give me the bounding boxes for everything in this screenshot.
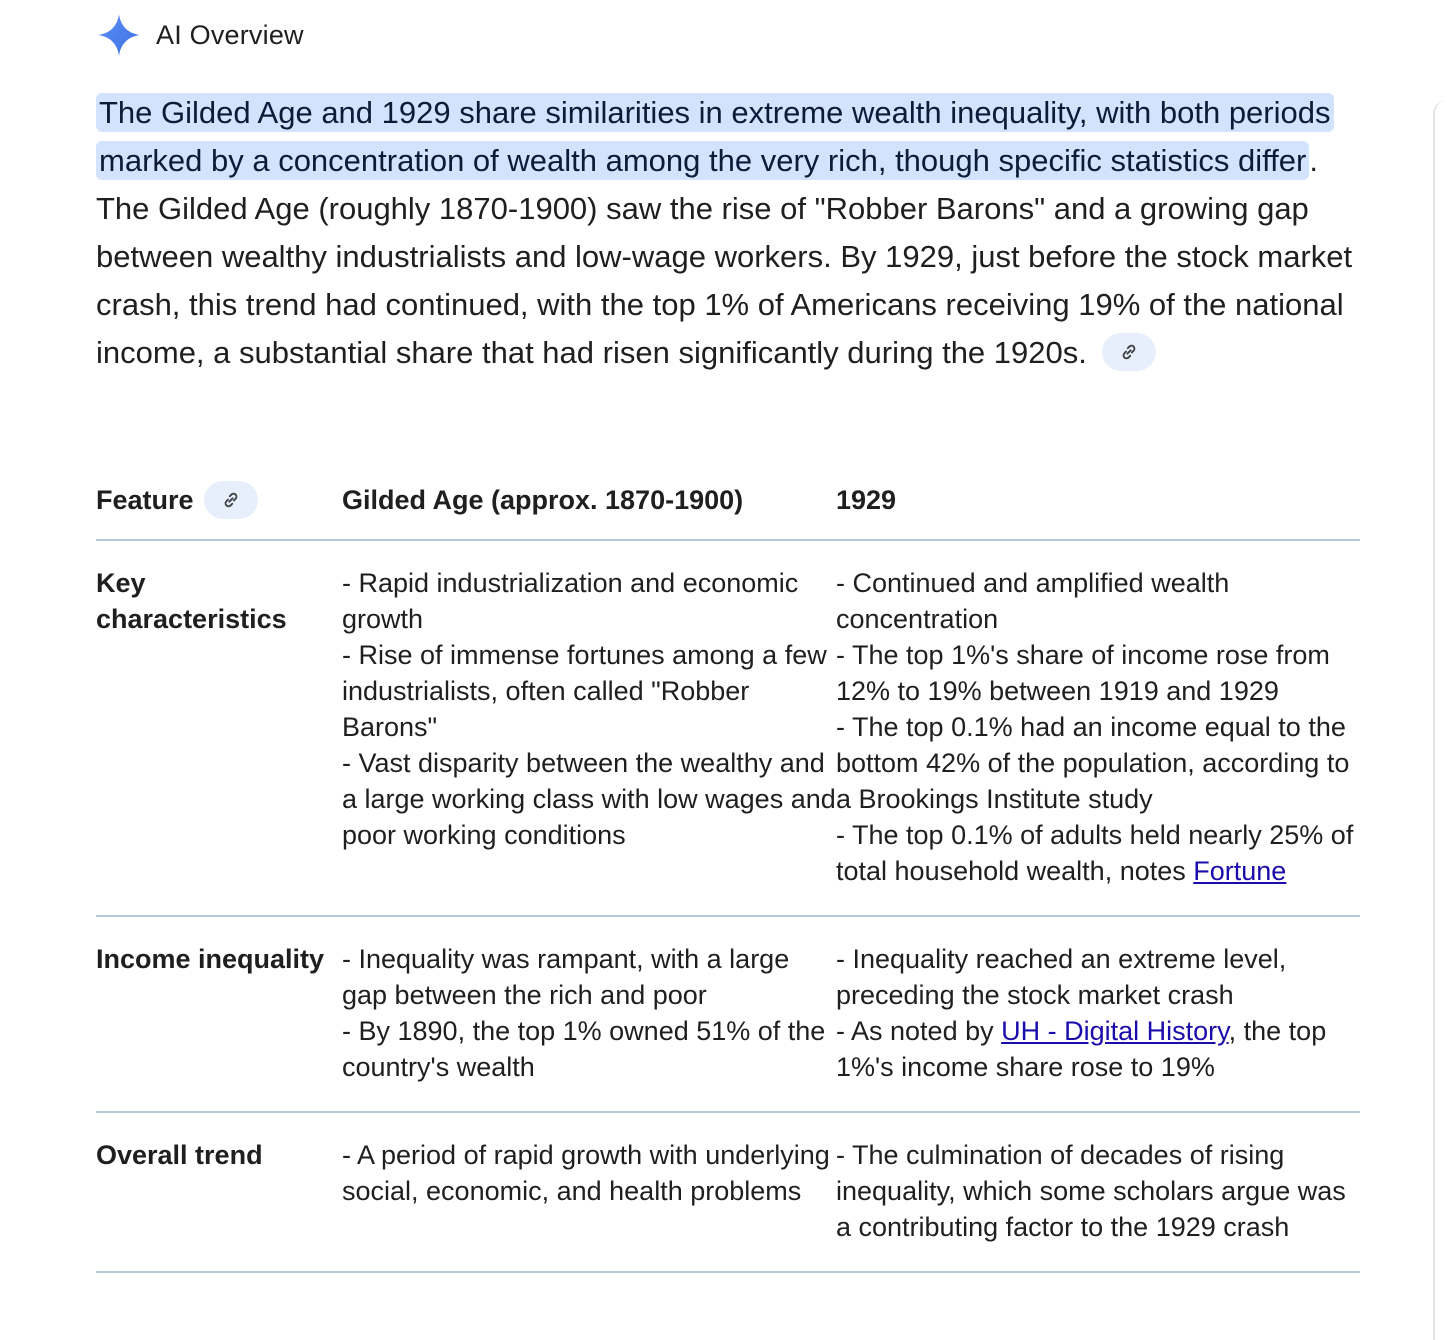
sparkle-icon <box>96 12 142 58</box>
adjacent-panel-edge <box>1433 100 1447 1340</box>
fortune-link[interactable]: Fortune <box>1193 856 1287 886</box>
table-row <box>96 1112 1360 1272</box>
overview-summary <box>96 89 1366 377</box>
link-icon <box>221 490 241 510</box>
comparison-table <box>96 462 1360 1273</box>
cell-1929: - Inequality reached an extreme level, preceding the stock market crash - As noted by UH - Digital History, the top 1%'s income share rose to 19% <box>836 916 1360 1112</box>
header-gilded-age: Gilded Age (approx. 1870-1900) <box>342 462 836 540</box>
source-link-chip[interactable] <box>1102 333 1156 371</box>
row-feature-overall-trend: Overall trend <box>96 1112 342 1272</box>
table-row <box>96 540 1360 916</box>
cell-gilded: - A period of rapid growth with underlying social, economic, and health problems <box>342 1112 836 1272</box>
summary-highlight[interactable]: The Gilded Age and 1929 share similarities in extreme wealth inequality, with both periods marked by a concentration of wealth among the very rich, though specific statistics differ <box>96 93 1334 180</box>
header-feature: Feature <box>96 462 342 540</box>
summary-text: . The Gilded Age (roughly 1870-1900) saw the rise of "Robber Barons" and a growing gap between wealthy industrialists and low-wage workers. By 1929, just before the stock market crash, this trend had continued, with the top 1% of Americans receiving 19% of the national income, a substantial share that had risen significantly during the 1920s. <box>96 143 1353 370</box>
cell-gilded: - Rapid industrialization and economic growth - Rise of immense fortunes among a few industrialists, often called "Robber Barons" - Vast disparity between the wealthy and a large working class with low wages and poor working conditions <box>342 540 836 916</box>
cell-1929: - Continued and amplified wealth concentration - The top 1%'s share of income rose from 12% to 19% between 1919 and 1929 - The top 0.1% had an income equal to the bottom 42% of the population, according to a Brookings Institute study - The top 0.1% of adults held nearly 25% of total household wealth, notes Fortune <box>836 540 1360 916</box>
table-header-row <box>96 462 1360 540</box>
row-feature-key-characteristics: Key characteristics <box>96 540 342 916</box>
cell-gilded: - Inequality was rampant, with a large gap between the rich and poor - By 1890, the top 1% owned 51% of the country's wealth <box>342 916 836 1112</box>
link-icon <box>1119 342 1139 362</box>
header-1929: 1929 <box>836 462 1360 540</box>
ai-overview-header <box>96 12 304 58</box>
header-title: AI Overview <box>156 19 304 50</box>
cell-1929: - The culmination of decades of rising inequality, which some scholars argue was a contributing factor to the 1929 crash <box>836 1112 1360 1272</box>
table-row <box>96 916 1360 1112</box>
row-feature-income-inequality: Income inequality <box>96 916 342 1112</box>
feature-link-chip[interactable] <box>204 481 258 519</box>
uh-digital-history-link[interactable]: UH - Digital History <box>1001 1016 1229 1046</box>
